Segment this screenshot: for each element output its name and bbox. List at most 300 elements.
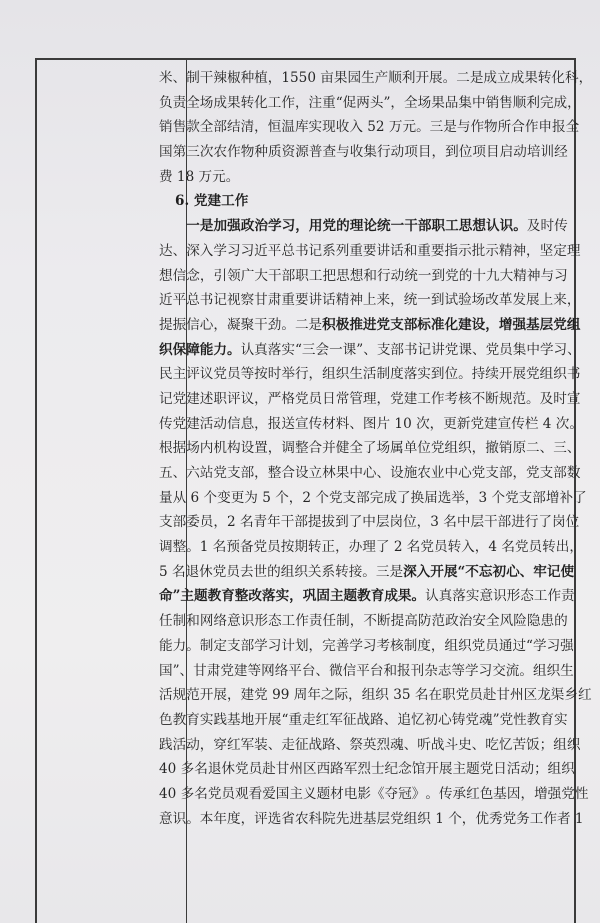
text-char: 职 — [442, 687, 456, 704]
text-char: 重 — [417, 242, 431, 259]
text-char: 党 — [485, 341, 500, 358]
text-char: ， — [526, 242, 540, 259]
text-char: 西 — [316, 761, 331, 778]
text-char: 障 — [186, 341, 200, 358]
text-char: 中 — [349, 465, 363, 481]
text-char: 部 — [356, 489, 370, 506]
text-char: 退 — [185, 563, 200, 580]
text-char: 深 — [186, 242, 200, 259]
text-char: 成 — [483, 70, 498, 86]
text-char: 设 — [390, 465, 404, 481]
text-char: 管 — [349, 390, 363, 407]
text-char: 和 — [363, 267, 377, 284]
text-char: 正 — [321, 539, 336, 556]
text-char: ” — [172, 588, 181, 605]
text-char: 结 — [226, 119, 241, 136]
text-char: 定 — [213, 637, 227, 654]
text-char: 全 — [186, 94, 200, 111]
text-line — [159, 757, 575, 782]
text-char: 铸 — [451, 711, 466, 728]
text-char: 防 — [417, 613, 432, 630]
section-heading — [159, 189, 568, 214]
text-char: 影 — [357, 785, 371, 802]
text-char: 完 — [539, 94, 554, 111]
text-char: 业 — [430, 465, 445, 481]
text-char: ； — [539, 736, 554, 753]
text-line — [159, 140, 568, 165]
text-char: 织 — [458, 440, 472, 457]
text-char: 牢 — [533, 563, 547, 580]
text-char: 识 — [499, 218, 514, 235]
text-char: 交 — [492, 662, 506, 679]
text-char: 党 — [328, 489, 343, 506]
text-char: 上 — [362, 292, 377, 309]
text-char: 部 — [497, 514, 512, 531]
text-char: 0 — [307, 70, 316, 86]
text-char: 职 — [431, 218, 446, 235]
text-char: 高 — [404, 613, 418, 630]
text-char: 持 — [471, 366, 486, 383]
text-char: 试 — [444, 292, 459, 309]
text-char: 制 — [199, 637, 214, 654]
text-char: ， — [254, 415, 268, 432]
text-char: 织 — [294, 563, 308, 580]
text-char: 核 — [390, 637, 404, 654]
text-char: 整 — [172, 539, 187, 556]
text-char: 平 — [267, 242, 282, 259]
text-char: 0 — [403, 415, 412, 432]
text-char: 启 — [499, 144, 514, 161]
text-char: 习 — [226, 242, 241, 259]
text-char: 图 — [362, 415, 377, 432]
text-char: 生 — [349, 366, 363, 383]
text-char: 议 — [240, 390, 255, 407]
text-char: 讲 — [431, 341, 445, 358]
text-char: 落 — [403, 366, 418, 383]
text-char: 个 — [448, 810, 462, 827]
text-char: 所 — [497, 119, 512, 136]
text-char: 名 — [194, 761, 208, 778]
text-char: 选 — [267, 810, 282, 827]
text-char: ， — [348, 687, 362, 704]
text-char: 料 — [335, 415, 350, 432]
text-char: 党 — [212, 563, 227, 580]
text-char: 平 — [172, 292, 187, 309]
text-char: 织 — [458, 637, 472, 654]
text-char: 组 — [403, 810, 418, 827]
text-char: 基 — [526, 316, 540, 333]
text-char: 史 — [458, 736, 472, 753]
text-char: 州 — [510, 687, 524, 704]
text-char: 员 — [499, 341, 513, 358]
text-char: 名 — [212, 539, 227, 556]
text-char: 等 — [247, 662, 262, 679]
text-char: 展 — [429, 70, 443, 86]
text-char: 动 — [186, 736, 200, 753]
text-char: 建 — [233, 662, 248, 679]
text-char: 、 — [315, 662, 330, 679]
text-char: 销 — [498, 440, 513, 457]
text-char: 集 — [363, 144, 377, 161]
text-char: 神 — [526, 267, 541, 284]
text-char: 根 — [159, 440, 173, 457]
text-char: 片 — [376, 415, 391, 432]
text-char: 看 — [248, 785, 263, 802]
text-char: 化 — [551, 70, 565, 86]
text-char: “ — [526, 637, 533, 654]
text-char: 支 — [159, 514, 173, 531]
text-char: 实 — [308, 119, 323, 136]
text-char: 年 — [267, 514, 281, 531]
text-char: 不 — [471, 390, 486, 407]
text-char: 验 — [458, 292, 472, 309]
text-char: 部 — [403, 316, 418, 333]
text-char: 考 — [376, 637, 391, 654]
text-char: 2 — [393, 539, 403, 556]
text-char: 教 — [357, 588, 371, 605]
text-char: 》 — [411, 785, 426, 802]
text-char: 甘 — [275, 761, 290, 778]
text-char — [173, 214, 187, 239]
text-char: 计 — [281, 637, 295, 654]
text-char: 周 — [293, 687, 308, 704]
text-char: ” — [492, 711, 500, 728]
text-char: 多 — [180, 761, 195, 778]
text-char: 2 — [375, 119, 385, 136]
text-char: 大 — [499, 267, 514, 284]
text-char: 路 — [370, 711, 384, 728]
text-char: 员 — [308, 390, 323, 407]
text-char: 5 — [262, 489, 271, 506]
text-char: 场 — [471, 292, 486, 309]
text-char: 坚 — [539, 242, 554, 259]
text-char: ， — [226, 687, 241, 704]
text-char: 听 — [417, 736, 431, 753]
text-char: 转 — [537, 70, 552, 86]
text-char: 、 — [383, 711, 398, 728]
text-char: 为 — [244, 489, 258, 506]
text-line — [159, 659, 574, 684]
text-char: ， — [308, 637, 323, 654]
text-char: 险 — [513, 613, 527, 630]
text-char: 党 — [322, 218, 337, 235]
text-char: 层 — [470, 514, 485, 531]
text-char: 职 — [213, 390, 227, 407]
text-char: 学 — [539, 341, 554, 358]
text-char: 量 — [159, 489, 173, 506]
text-char: 组 — [547, 761, 562, 778]
text-char: 党 — [553, 316, 567, 333]
text-char: 思 — [458, 218, 473, 235]
text-char: 生 — [361, 70, 375, 86]
text-char: 学 — [465, 662, 479, 679]
text-char: 展 — [443, 563, 458, 580]
text-char: 基 — [493, 785, 507, 802]
text-char: 主 — [452, 761, 467, 778]
text-char: 冠 — [398, 785, 412, 802]
text-char: 名 — [501, 539, 515, 556]
text-char: 课 — [342, 341, 357, 358]
text-char: 达 — [159, 242, 173, 259]
text-char: 员 — [226, 563, 240, 580]
text-char: 新 — [456, 415, 471, 432]
text-char: 3 — [478, 489, 488, 506]
text-char: 的 — [267, 563, 281, 580]
text-char: 重 — [349, 242, 363, 259]
text-char: 展 — [526, 292, 540, 309]
text-char: 员 — [469, 687, 483, 704]
text-char: 等 — [240, 366, 255, 383]
text-char: ， — [390, 94, 404, 111]
text-char: 。 — [362, 563, 376, 580]
text-char: 和 — [383, 662, 398, 679]
text-char: 农 — [294, 810, 309, 827]
text-char: 部 — [417, 218, 432, 235]
text-char: ； — [534, 761, 548, 778]
text-char: 选 — [437, 489, 452, 506]
text-char: 军 — [329, 711, 343, 728]
text-line — [159, 362, 581, 387]
text-char: 退 — [207, 761, 222, 778]
text-char: 党 — [430, 440, 445, 457]
text-char: 开 — [430, 563, 444, 580]
text-char: 党 — [220, 662, 234, 679]
text-char: 换 — [410, 489, 425, 506]
text-char: 络 — [213, 613, 228, 630]
text-char: 科 — [308, 810, 323, 827]
text-char: 改 — [248, 588, 262, 605]
text-char: 组 — [532, 662, 547, 679]
text-char: 红 — [466, 785, 480, 802]
text-char: 园 — [347, 70, 362, 86]
text-char: 深 — [403, 563, 417, 580]
text-char: 清 — [240, 119, 255, 136]
text-char: 习 — [281, 218, 296, 235]
text-char: 时 — [540, 218, 555, 235]
text-char: 名 — [443, 514, 457, 531]
text-char: 1 — [435, 810, 444, 827]
text-char: 多 — [180, 785, 195, 802]
text-char: 栏 — [524, 415, 539, 432]
text-char: 培 — [526, 144, 541, 161]
text-char: 十 — [472, 267, 486, 284]
text-char: 整 — [267, 465, 282, 481]
text-char: 转 — [307, 539, 322, 556]
text-segment: 6. 党建工作 — [175, 193, 249, 210]
text-char: 了 — [573, 489, 587, 506]
text-line — [159, 535, 583, 560]
text-char: 两 — [356, 94, 370, 111]
text-char: 州 — [289, 761, 303, 778]
text-char: 干 — [254, 316, 268, 333]
text-char: 次 — [555, 415, 570, 432]
text-char: 场 — [199, 94, 214, 111]
text-char: 甘 — [496, 687, 510, 704]
text-line — [159, 461, 581, 486]
text-char: 总 — [186, 292, 200, 309]
text-char: 。 — [458, 366, 472, 383]
text-char: 战 — [430, 736, 445, 753]
text-char: 落 — [261, 588, 276, 605]
text-char: 路 — [330, 761, 344, 778]
text-char: 工 — [529, 810, 544, 827]
text-char: ” — [172, 662, 180, 679]
text-char: 习 — [554, 267, 568, 284]
text-char: 真 — [254, 341, 268, 358]
text-char: 固 — [316, 588, 330, 605]
text-char: 神 — [512, 242, 527, 259]
text-char: 党 — [471, 637, 486, 654]
text-char: 世 — [253, 563, 268, 580]
text-char: 教 — [207, 588, 222, 605]
text-char: 基 — [362, 810, 377, 827]
text-char: 馆 — [411, 761, 426, 778]
text-char: 作 — [430, 390, 445, 407]
text-char: 备 — [239, 539, 254, 556]
text-char: 能 — [199, 341, 214, 358]
text-char: 名 — [239, 514, 254, 531]
text-char: 善 — [335, 637, 350, 654]
text-char: 组 — [444, 637, 459, 654]
text-line — [159, 733, 581, 758]
text-char: 政 — [240, 218, 255, 235]
text-char: 信 — [226, 415, 241, 432]
text-char: 党 — [514, 539, 529, 556]
text-char: 日 — [322, 390, 336, 407]
text-char: 追 — [397, 711, 411, 728]
text-char: 识 — [493, 588, 507, 605]
text-char: 原 — [512, 440, 527, 457]
text-char: 夺 — [384, 785, 399, 802]
text-char: 增 — [534, 785, 548, 802]
text-char: 层 — [375, 514, 390, 531]
text-char: 电 — [343, 785, 358, 802]
text-char: 动 — [390, 267, 405, 284]
text-char: 区 — [523, 687, 538, 704]
text-char: 顺 — [512, 94, 527, 111]
text-char: 举 — [281, 366, 295, 383]
text-char: 5 — [290, 70, 299, 86]
text-char: “ — [335, 94, 343, 111]
text-char: 列 — [335, 242, 350, 259]
text-char: 负 — [159, 94, 173, 111]
text-char: 想 — [472, 218, 486, 235]
text-char: 党 — [213, 465, 227, 481]
text-char: 三 — [186, 144, 200, 161]
text-char: 。 — [519, 662, 533, 679]
text-char: 展 — [213, 687, 227, 704]
text-char: 烈 — [376, 736, 391, 753]
text-char: 、 — [471, 341, 486, 358]
text-char: 植 — [254, 70, 268, 86]
text-char: 评 — [226, 390, 241, 407]
text-char: 化 — [444, 316, 459, 333]
text-char: 党 — [499, 711, 514, 728]
text-char: 理 — [362, 390, 377, 407]
text-char: 成 — [384, 588, 398, 605]
text-char: 书 — [404, 341, 418, 358]
text-char: 宣 — [294, 415, 309, 432]
text-char: 。 — [416, 119, 430, 136]
text-char: 乡 — [564, 687, 578, 704]
text-char: 关 — [307, 563, 322, 580]
text-char: 日 — [493, 761, 507, 778]
text-char: 销 — [485, 94, 500, 111]
text-char: 万 — [388, 119, 403, 136]
text-char: 部 — [532, 489, 546, 506]
text-char: 员 — [248, 761, 263, 778]
text-char: 组 — [553, 736, 567, 753]
text-char: 单 — [403, 440, 418, 457]
text-char: 区 — [302, 761, 317, 778]
text-char: ， — [294, 94, 309, 111]
text-char: 了 — [396, 489, 411, 506]
text-char: 一 — [329, 341, 343, 358]
text-char: ， — [240, 810, 255, 827]
text-char: 习 — [546, 637, 561, 654]
text-char: 议 — [199, 366, 214, 383]
text-char: ， — [430, 637, 445, 654]
text-char: 之 — [320, 687, 335, 704]
text-char: 农 — [417, 465, 431, 481]
text-char: 《 — [370, 785, 385, 802]
text-char: ， — [390, 292, 404, 309]
text-char: 一 — [417, 267, 432, 284]
text-char: 撤 — [485, 440, 499, 457]
text-char: 三 — [553, 440, 567, 457]
text-char: 。 — [442, 70, 457, 86]
text-char: 征 — [294, 736, 309, 753]
text-char: 凝 — [226, 316, 241, 333]
text-char: 主 — [329, 588, 344, 605]
text-char: 注 — [308, 94, 323, 111]
text-char: 次 — [416, 415, 430, 432]
text-char: 报 — [552, 119, 566, 136]
text-line — [159, 239, 581, 264]
text-char: 念 — [186, 267, 200, 284]
text-char: 项 — [404, 144, 418, 161]
text-char: 建 — [403, 390, 418, 407]
text-char: 场 — [417, 94, 432, 111]
text-char: 统 — [404, 267, 418, 284]
text-char: 。 — [281, 316, 295, 333]
text-char: 时 — [553, 390, 567, 407]
text-char: 承 — [452, 785, 467, 802]
text-char: 政 — [445, 613, 459, 630]
text-char: 工 — [267, 94, 282, 111]
text-char: 性 — [513, 711, 527, 728]
text-char: 观 — [235, 785, 249, 802]
text-char: 组 — [539, 366, 554, 383]
text-char: 行 — [294, 366, 309, 383]
text-char: 果 — [524, 70, 538, 86]
text-char: 名 — [171, 563, 186, 580]
text-line — [159, 387, 581, 412]
text-char: 变 — [217, 489, 231, 506]
text-line — [159, 782, 589, 807]
text-char: 隐 — [526, 613, 541, 630]
text-char: 践 — [159, 736, 173, 753]
text-char: 题 — [194, 588, 208, 605]
text-char: 性 — [574, 785, 589, 802]
text-char: 名 — [406, 539, 421, 556]
text-char: 形 — [254, 613, 268, 630]
text-char: 讲 — [308, 292, 323, 309]
text-char: 落 — [452, 588, 466, 605]
text-char: 员 — [267, 539, 281, 556]
text-char: ， — [289, 588, 303, 605]
text-char: 会 — [315, 341, 330, 358]
